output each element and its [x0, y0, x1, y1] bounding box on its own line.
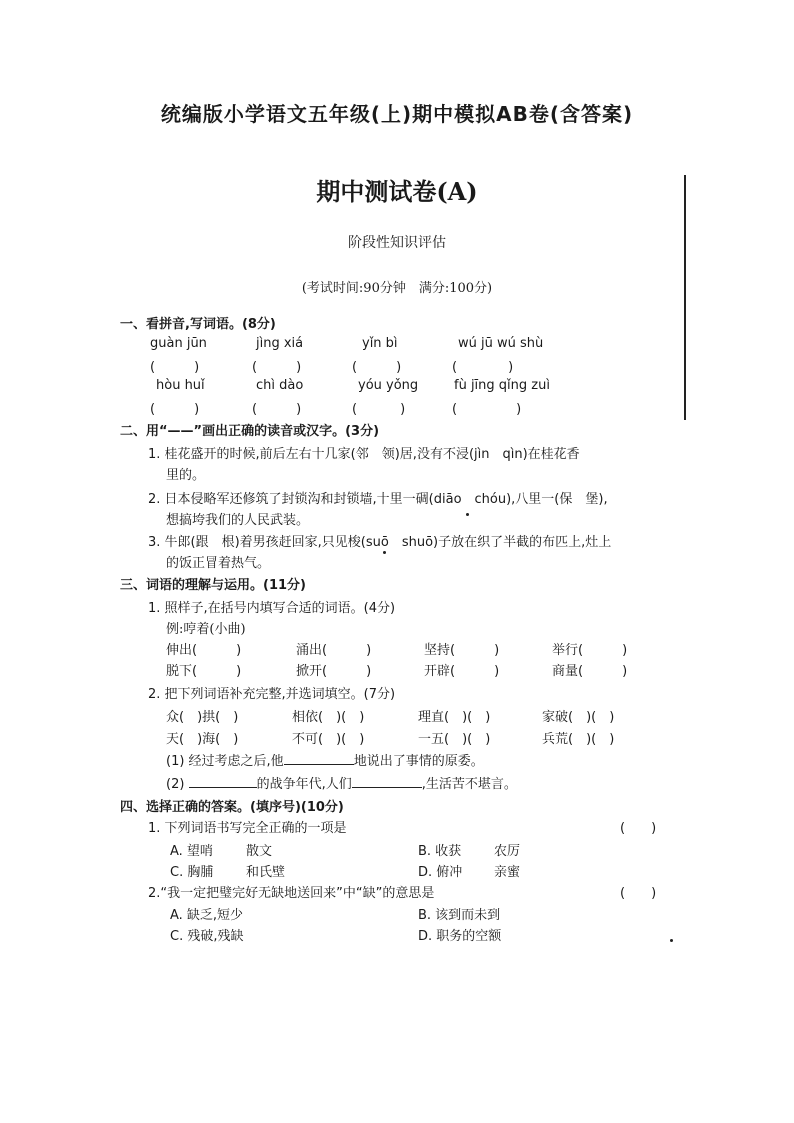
scan-margin-line [684, 175, 686, 420]
question-2-2: 2. 日本侵略军还修筑了封锁沟和封锁墙,十里一碉(diāo chóu),八里一(保 堡), [148, 492, 608, 507]
word-blank[interactable]: 商量( ) [552, 664, 628, 679]
question-4-1: 1. 下列词语书写完全正确的一项是 [148, 821, 347, 836]
idiom-blank[interactable]: 不可( )( ) [292, 732, 365, 747]
question-2-1: 1. 桂花盛开的时候,前后左右十几家(邻 领)居,没有不浸(jìn qìn)在桂花香 [148, 447, 580, 462]
exam-title: 期中测试卷(A) [316, 177, 478, 206]
idiom-blank[interactable]: 兵荒( )( ) [542, 732, 615, 747]
answer-blank[interactable]: ( ) [150, 402, 200, 417]
fill-sentence-1-end: 地说出了事情的原委。 [353, 754, 484, 769]
section-3-title: 三、词语的理解与运用。(11分) [120, 578, 306, 593]
question-2-3-cont: 的饭正冒着热气。 [166, 556, 271, 571]
answer-blank[interactable]: ( ) [452, 360, 517, 375]
answer-blank[interactable]: ( ) [252, 402, 302, 417]
pinyin-7: yóu yǒng [358, 378, 419, 393]
question-2-2-cont: 想搞垮我们的人民武装。 [166, 513, 310, 528]
pinyin-2: jìng xiá [256, 336, 304, 351]
option-d: D. 职务的空额 [418, 929, 502, 944]
option-d-word: 亲蜜 [494, 865, 521, 880]
exam-info: (考试时间:90分钟 满分:100分) [301, 281, 493, 296]
pen-mark [383, 551, 386, 554]
document-title: 统编版小学语文五年级(上)期中模拟AB卷(含答案) [160, 102, 634, 126]
fill-sentence-2-mid: 的战争年代,人们 [256, 777, 352, 792]
example-text: 例:哼着(小曲) [166, 622, 246, 637]
fill-line[interactable] [189, 775, 257, 788]
option-d-label: D. 俯冲 [418, 865, 463, 880]
answer-blank[interactable]: ( ) [452, 402, 527, 417]
question-2-1-cont: 里的。 [166, 468, 206, 483]
question-2-3: 3. 牛郎(跟 根)着男孩赶回家,只见梭(suō shuō)子放在织了半截的布匹上,灶上 [148, 535, 612, 550]
idiom-blank[interactable]: 天( )海( ) [166, 732, 239, 747]
pinyin-8: fù jīng qǐng zuì [454, 378, 550, 393]
word-blank[interactable]: 涌出( ) [296, 643, 372, 658]
idiom-blank[interactable]: 家破( )( ) [542, 710, 615, 725]
question-3-2: 2. 把下列词语补充完整,并选词填空。(7分) [148, 687, 396, 702]
option-b-label: B. 收获 [418, 844, 462, 859]
fill-line[interactable] [284, 752, 354, 765]
idiom-blank[interactable]: 一五( )( ) [418, 732, 491, 747]
pinyin-1: guàn jūn [150, 336, 207, 351]
fill-sentence-1 [166, 750, 484, 769]
section-2-title: 二、用“——”画出正确的读音或汉字。(3分) [120, 424, 380, 439]
idiom-blank[interactable]: 理直( )( ) [418, 710, 491, 725]
section-4-title: 四、选择正确的答案。(填序号)(10分) [120, 800, 344, 815]
section-1-title: 一、看拼音,写词语。(8分) [120, 317, 276, 332]
pen-mark [670, 939, 673, 942]
word-blank[interactable]: 脱下( ) [166, 664, 242, 679]
pen-mark [466, 513, 469, 516]
word-blank[interactable]: 举行( ) [552, 643, 628, 658]
fill-line[interactable] [352, 775, 422, 788]
answer-paren[interactable]: ( ) [620, 886, 657, 901]
exam-subtitle: 阶段性知识评估 [348, 235, 446, 251]
pinyin-5: hòu huǐ [156, 378, 205, 393]
answer-blank[interactable]: ( ) [352, 402, 407, 417]
word-blank[interactable]: 伸出( ) [166, 643, 242, 658]
pinyin-3: yǐn bì [362, 336, 398, 351]
option-c: C. 残破,残缺 [170, 929, 244, 944]
answer-blank[interactable]: ( ) [352, 360, 402, 375]
word-blank[interactable]: 坚持( ) [424, 643, 500, 658]
answer-paren[interactable]: ( ) [620, 821, 657, 836]
question-4-2: 2.“我一定把璧完好无缺地送回来”中“缺”的意思是 [148, 886, 435, 901]
option-c-label: C. 胸脯 [170, 865, 214, 880]
option-c-word: 和氏壁 [246, 865, 286, 880]
question-3-1: 1. 照样子,在括号内填写合适的词语。(4分) [148, 601, 396, 616]
option-a: A. 缺乏,短少 [170, 908, 244, 923]
option-b-word: 农厉 [494, 844, 521, 859]
pinyin-4: wú jū wú shù [458, 336, 544, 351]
option-a-label: A. 望哨 [170, 844, 213, 859]
answer-blank[interactable]: ( ) [252, 360, 302, 375]
word-blank[interactable]: 开辟( ) [424, 664, 500, 679]
fill-sentence-2-end: ,生活苦不堪言。 [421, 777, 517, 792]
option-b: B. 该到而未到 [418, 908, 501, 923]
fill-sentence-2 [166, 773, 517, 792]
idiom-blank[interactable]: 相依( )( ) [292, 710, 365, 725]
pinyin-6: chì dào [256, 378, 304, 393]
fill-sentence-1-start: (1) 经过考虑之后,他 [166, 754, 284, 769]
option-a-word: 散文 [246, 844, 273, 859]
fill-sentence-2-num: (2) [166, 777, 185, 792]
idiom-blank[interactable]: 众( )拱( ) [166, 710, 239, 725]
answer-blank[interactable]: ( ) [150, 360, 200, 375]
word-blank[interactable]: 掀开( ) [296, 664, 372, 679]
